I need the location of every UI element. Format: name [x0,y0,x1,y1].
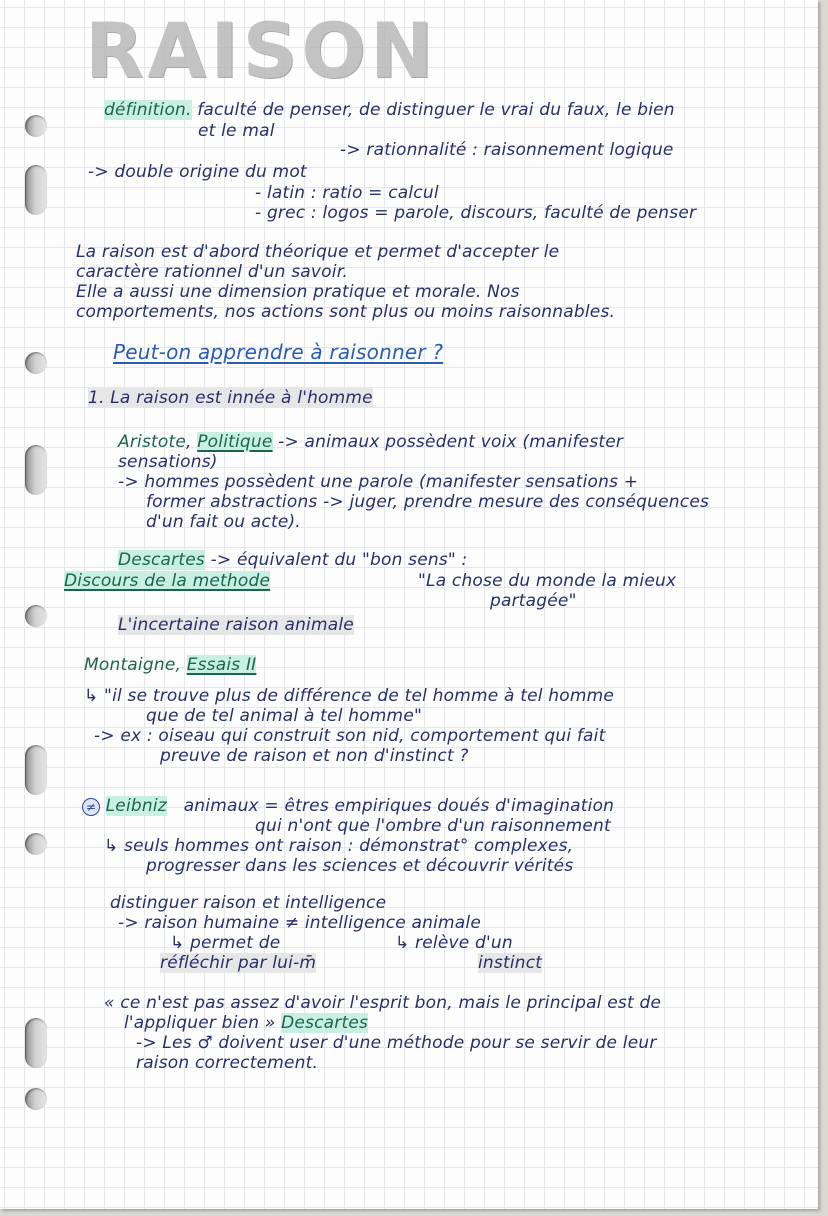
binder-hole [25,165,47,215]
quote-author: Descartes [281,1013,369,1033]
montaigne-line [84,655,256,675]
distinguer-line2: -> raison humaine ≠ intelligence animale [118,913,481,933]
binder-hole [25,352,47,374]
intro-p1-line1: La raison est d'abord théorique et permet d'accepter le [76,242,560,262]
intro-p1-line2: caractère rationnel d'un savoir. [76,262,348,282]
intro-p2-line1: Elle a aussi une dimension pratique et morale. Nos [76,282,520,302]
leibniz-line3: ↳ seuls hommes ont raison : démonstrat° complexes, [104,836,574,856]
quote-line2 [124,1013,368,1033]
leibniz-line2: qui n'ont que l'ombre d'un raisonnement [255,816,611,836]
montaigne-example2: preuve de raison et non d'instinct ? [160,746,469,766]
origin-label: -> double origine du mot [88,162,307,182]
origin-latin: - latin : ratio = calcul [255,183,439,203]
descartes-quote1: "La chose du monde la mieux [418,571,677,591]
aristote-line1: Aristote, Politique -> animaux possèdent voix (manifester [118,432,624,452]
distinguer-line3b: ↳ relève d'un [395,933,513,953]
distinguer-line1: distinguer raison et intelligence [110,893,387,913]
page-title: RAISON [85,6,438,95]
descartes-text: -> équivalent du "bon sens" : [210,550,468,570]
aristote-text: -> animaux possèdent voix (manifester [278,432,624,452]
subheading-text: L'incertaine raison animale [118,615,354,635]
author-descartes: Descartes [118,550,205,570]
section-heading-text: 1. La raison est innée à l'homme [88,388,373,408]
not-equal-icon: ≠ [82,798,100,816]
leibniz-line4: progresser dans les sciences et découvrir vérités [146,856,574,876]
work-discours: Discours de la methode [64,571,271,591]
author-leibniz: Leibniz [105,796,167,816]
leibniz-text: animaux = êtres empiriques doués d'imagination [183,796,615,816]
quote-line2-text: l'appliquer bien » [124,1013,276,1033]
descartes-work [64,571,270,591]
definition-line [104,100,675,120]
descartes-quote2: partagée" [490,591,577,611]
quote-line4: raison correctement. [136,1053,319,1073]
descartes-line1 [118,550,467,570]
binder-hole [25,833,47,855]
distinguer-line3a: ↳ permet de [170,933,281,953]
binder-hole [25,1018,47,1068]
aristote-line3: -> hommes possèdent une parole (manifester sensations + [118,472,639,492]
binder-hole [25,115,47,137]
binder-hole [25,605,47,627]
binder-hole [25,1088,47,1110]
work-politique: Politique [197,432,273,452]
definition-rationnalite: -> rationnalité : raisonnement logique [340,140,674,160]
aristote-line5: d'un fait ou acte). [146,512,301,532]
author-aristote: Aristote [118,432,186,452]
distinguer-line4b-text: instinct [478,953,543,973]
section-question: Peut-on apprendre à raisonner ? [113,340,444,364]
section-heading [88,388,373,408]
distinguer-line4a-text: réfléchir par lui-m̄ [160,953,317,973]
quote-line3: -> Les ♂ doivent user d'une méthode pour se servir de leur [136,1033,657,1053]
distinguer-line4b [478,953,542,973]
definition-line-2: et le mal [198,121,275,141]
montaigne-quote2: que de tel animal à tel homme" [146,706,422,726]
binder-hole [25,445,47,495]
subheading [118,615,354,635]
origin-greek: - grec : logos = parole, discours, faculté de penser [255,203,697,223]
intro-p2-line2: comportements, nos actions sont plus ou moins raisonnables. [76,302,616,322]
aristote-line4: former abstractions -> juger, prendre mesure des conséquences [146,492,710,512]
aristote-line2: sensations) [118,452,218,472]
quote-line1: « ce n'est pas assez d'avoir l'esprit bon, mais le principal est de [104,993,662,1013]
author-montaigne: Montaigne, [84,655,182,675]
definition-text: faculté de penser, de distinguer le vrai du faux, le bien [197,100,675,120]
montaigne-quote1: ↳ "il se trouve plus de différence de tel homme à tel homme [84,686,615,706]
definition-label: définition. [104,100,192,120]
montaigne-example1: -> ex : oiseau qui construit son nid, comportement qui fait [94,726,606,746]
distinguer-line4a [160,953,316,973]
work-essais: Essais II [186,655,257,675]
leibniz-line1 [82,796,614,816]
binder-hole [25,745,47,795]
